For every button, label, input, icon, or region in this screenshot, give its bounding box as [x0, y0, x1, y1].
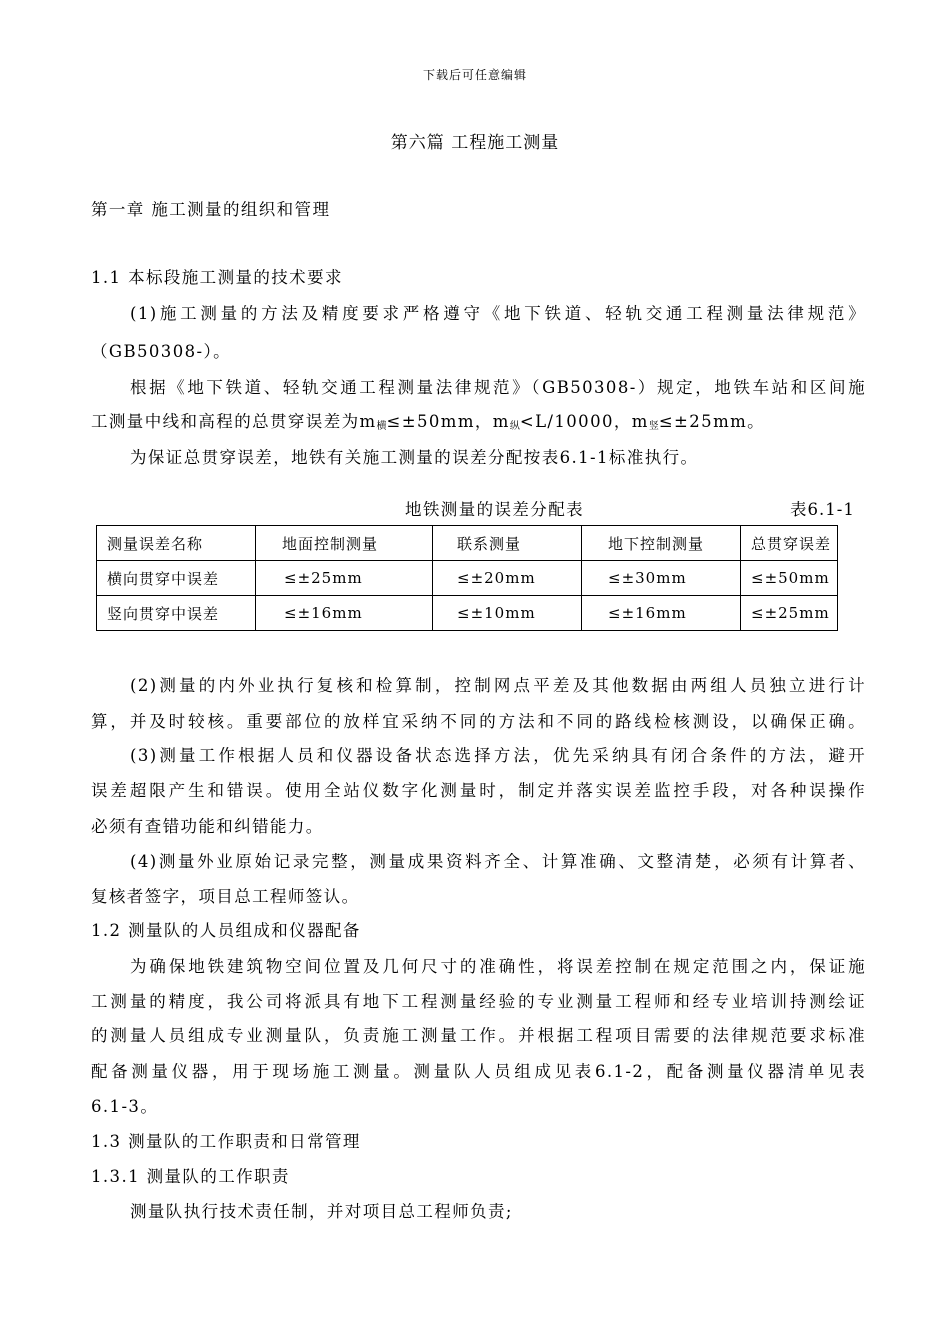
- text-run: ≤±25mm。: [658, 412, 766, 431]
- paragraph-line: (4)测量外业原始记录完整，测量成果资料齐全、计算准确、文整清楚，必须有计算者、: [130, 852, 866, 871]
- table-row: [97, 561, 838, 596]
- paragraph-line: 配备测量仪器，用于现场施工测量。测量队人员组成见表6.1-2，配备测量仪器清单见表: [91, 1062, 866, 1081]
- table-header-cell: 地下控制测量: [582, 526, 741, 561]
- table-header-cell: 地面控制测量: [256, 526, 433, 561]
- table-number: 表6.1-1: [790, 500, 855, 519]
- table-cell: ≤±16mm: [582, 596, 741, 631]
- table-cell: ≤±20mm: [433, 561, 582, 596]
- table-caption: 地铁测量的误差分配表: [405, 500, 584, 519]
- table-cell: ≤±25mm: [256, 561, 433, 596]
- paragraph-line: (1)施工测量的方法及精度要求严格遵守《地下铁道、轻轨交通工程测量法律规范》: [130, 304, 866, 323]
- chapter-heading: 第一章 施工测量的组织和管理: [91, 200, 331, 219]
- table-header-row: [97, 526, 838, 561]
- table-header-cell: 联系测量: [433, 526, 582, 561]
- table-cell: 竖向贯穿中误差: [97, 596, 256, 631]
- paragraph-line: 误差超限产生和错误。使用全站仪数字化测量时，制定并落实误差监控手段，对各种误操作: [91, 781, 866, 800]
- table-cell: ≤±10mm: [433, 596, 582, 631]
- paragraph-line: 为确保地铁建筑物空间位置及几何尺寸的准确性，将误差控制在规定范围之内，保证施: [130, 957, 866, 976]
- paragraph-line: 的测量人员组成专业测量队，负责施工测量工作。并根据工程项目需要的法律规范要求标准: [91, 1026, 866, 1045]
- paragraph-line: 工测量的精度，我公司将派具有地下工程测量经验的专业测量工程师和经专业培训持测绘证: [91, 992, 866, 1011]
- table-header-cell: 总贯穿误差: [741, 526, 838, 561]
- paragraph-line: 为保证总贯穿误差，地铁有关施工测量的误差分配按表6.1-1标准执行。: [130, 448, 699, 467]
- paragraph-line: [91, 410, 866, 439]
- section-heading-1-3-1: 1.3.1 测量队的工作职责: [91, 1167, 290, 1186]
- paragraph-line: 测量队执行技术责任制，并对项目总工程师负责;: [130, 1202, 513, 1221]
- paragraph-line: 算，并及时较核。重要部位的放样宜采纳不同的方法和不同的路线检核测设，以确保正确。: [91, 712, 866, 731]
- text-run: ≤±50mm，m: [386, 412, 510, 431]
- table-cell: ≤±16mm: [256, 596, 433, 631]
- paragraph-line: 复核者签字，项目总工程师签认。: [91, 887, 360, 906]
- table-cell: 横向贯穿中误差: [97, 561, 256, 596]
- text-run: 工测量中线和高程的总贯穿误差为m: [91, 412, 377, 431]
- table-header-cell: 测量误差名称: [97, 526, 256, 561]
- table-cell: ≤±30mm: [582, 561, 741, 596]
- table-cell: ≤±50mm: [741, 561, 838, 596]
- section-heading-1-3: 1.3 测量队的工作职责和日常管理: [91, 1132, 361, 1151]
- text-run: <L/10000，m: [519, 412, 649, 431]
- section-heading-1-2: 1.2 测量队的人员组成和仪器配备: [91, 921, 361, 940]
- error-allocation-table: [96, 525, 838, 631]
- subscript: 竖: [648, 421, 659, 432]
- section-heading-1-1: 1.1 本标段施工测量的技术要求: [91, 268, 343, 287]
- paragraph-line: 6.1-3。: [91, 1097, 159, 1116]
- part-title: 第六篇 工程施工测量: [390, 133, 560, 153]
- paragraph-line: 根据《地下铁道、轻轨交通工程测量法律规范》（GB50308-）规定，地铁车站和区间施: [130, 378, 866, 397]
- paragraph-line: 必须有查错功能和纠错能力。: [91, 817, 324, 836]
- paragraph-line: (3)测量工作根据人员和仪器设备状态选择方法，优先采纳具有闭合条件的方法，避开: [130, 746, 866, 765]
- paragraph-line: (2)测量的内外业执行复核和检算制，控制网点平差及其他数据由两组人员独立进行计: [130, 676, 866, 695]
- subscript: 纵: [509, 421, 520, 432]
- table-row: [97, 596, 838, 631]
- table-cell: ≤±25mm: [741, 596, 838, 631]
- paragraph-line: （GB50308-）。: [91, 342, 232, 361]
- subscript: 横: [376, 421, 387, 432]
- page-header: 下载后可任意编辑: [422, 68, 527, 82]
